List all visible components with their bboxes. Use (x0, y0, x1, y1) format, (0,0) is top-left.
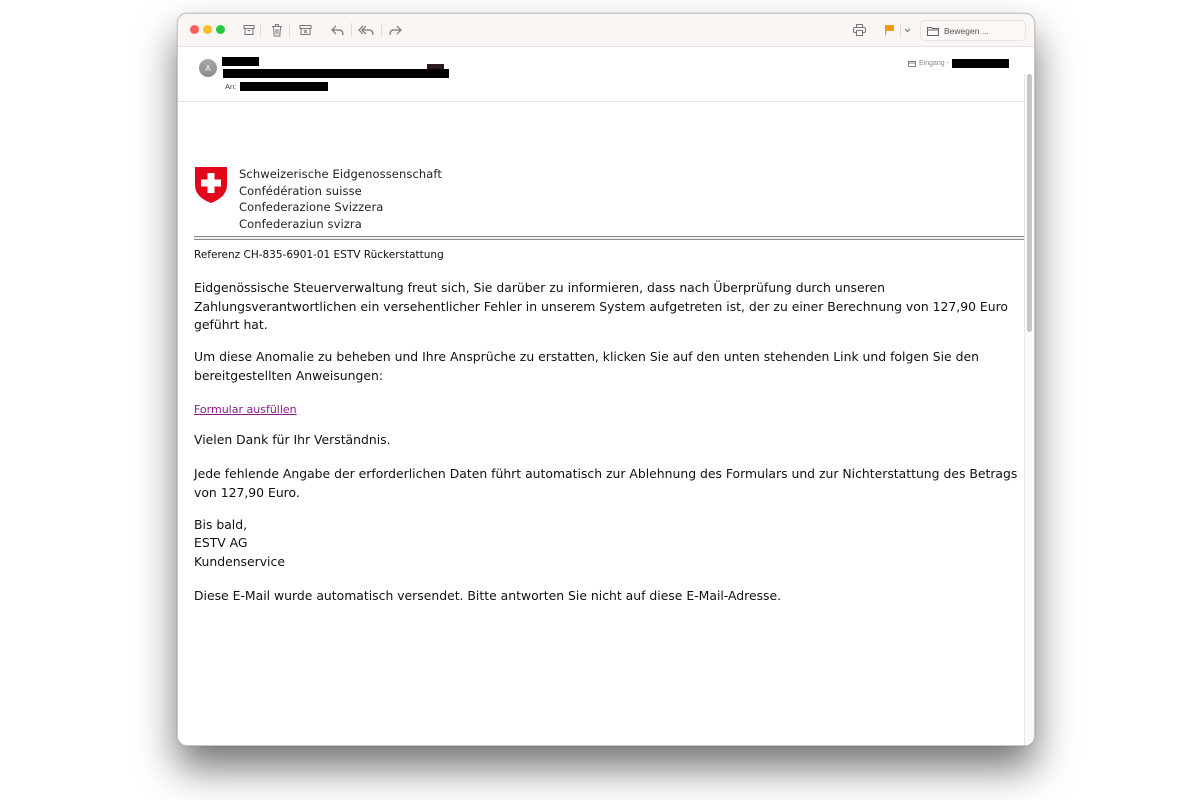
chevron-down-icon[interactable] (898, 21, 916, 39)
trash-icon[interactable] (268, 21, 286, 39)
maximize-window-button[interactable] (216, 25, 225, 34)
flag-icon[interactable] (880, 21, 898, 39)
signature-line-3: Kundenservice (194, 554, 285, 569)
move-button[interactable] (920, 20, 1026, 41)
paragraph-intro: Eidgenössische Steuerverwaltung freut sich, Sie darüber zu informieren, dass nach Überprüfung durch unseren Zahlungsverantwortlichen ein versehentlicher Fehler in unserem System aufgetreten ist, der zu einer Berechnung von 127,90 Euro geführt hat. (194, 280, 1008, 332)
to-label: An: (225, 82, 237, 91)
archive-icon[interactable] (240, 21, 258, 39)
logo-text (239, 166, 442, 232)
reference-line: Referenz CH-835-6901-01 ESTV Rückerstattung (194, 249, 444, 261)
swiss-confederation-logo (194, 166, 442, 232)
close-window-button[interactable] (190, 25, 199, 34)
redacted-subject (223, 69, 449, 78)
print-icon[interactable] (850, 21, 868, 39)
swiss-shield-icon (194, 166, 228, 204)
minimize-window-button[interactable] (203, 25, 212, 34)
logo-line-it: Confederazione Svizzera (239, 200, 384, 214)
divider (351, 23, 352, 37)
signature-line-2: ESTV AG (194, 535, 248, 550)
junk-icon[interactable] (296, 21, 314, 39)
redacted-recipient (240, 82, 328, 91)
message-header (178, 47, 1024, 102)
logo-line-rm: Confederaziun svizra (239, 216, 362, 231)
move-label: Bewegen ... (944, 25, 989, 36)
link-container (194, 400, 1026, 420)
scrollbar-thumb[interactable] (1027, 74, 1032, 332)
forward-icon[interactable] (386, 21, 404, 39)
inbox-icon (908, 61, 916, 67)
folder-icon (927, 26, 939, 36)
mailbox-label: Eingang - (919, 60, 949, 67)
divider (381, 23, 382, 37)
toolbar (178, 14, 1034, 47)
redacted-account (952, 59, 1009, 68)
paragraph-automated-notice: Diese E-Mail wurde automatisch versendet. Bitte antworten Sie nicht auf diese E-Mail-Adresse. (194, 588, 782, 603)
reply-icon[interactable] (328, 21, 346, 39)
logo-line-fr: Confédération suisse (239, 183, 362, 198)
avatar-initial: A (205, 63, 211, 73)
form-link[interactable]: Formular ausfüllen (194, 403, 297, 416)
divider (260, 23, 261, 37)
signature-line-1: Bis bald, (194, 517, 248, 532)
paragraph-warning: Jede fehlende Angabe der erforderlichen Daten führt automatisch zur Ablehnung des Formulars und zur Nichterstattung des Betrags von 127,90 Euro. (194, 466, 1018, 500)
logo-line-de: Schweizerische Eidgenossenschaft (239, 167, 442, 181)
mailbox-indicator (908, 59, 1009, 68)
mail-window (177, 13, 1035, 746)
paragraph-instructions: Um diese Anomalie zu beheben und Ihre Ansprüche zu erstatten, klicken Sie auf den unten stehenden Link und folgen Sie den bereitgestellten Anweisungen: (194, 349, 979, 383)
reply-all-icon[interactable] (357, 21, 375, 39)
redacted-sender-name (222, 57, 259, 66)
divider (289, 23, 290, 37)
paragraph-thanks: Vielen Dank für Ihr Verständnis. (194, 432, 391, 447)
divider (194, 236, 1024, 240)
avatar (199, 59, 217, 77)
